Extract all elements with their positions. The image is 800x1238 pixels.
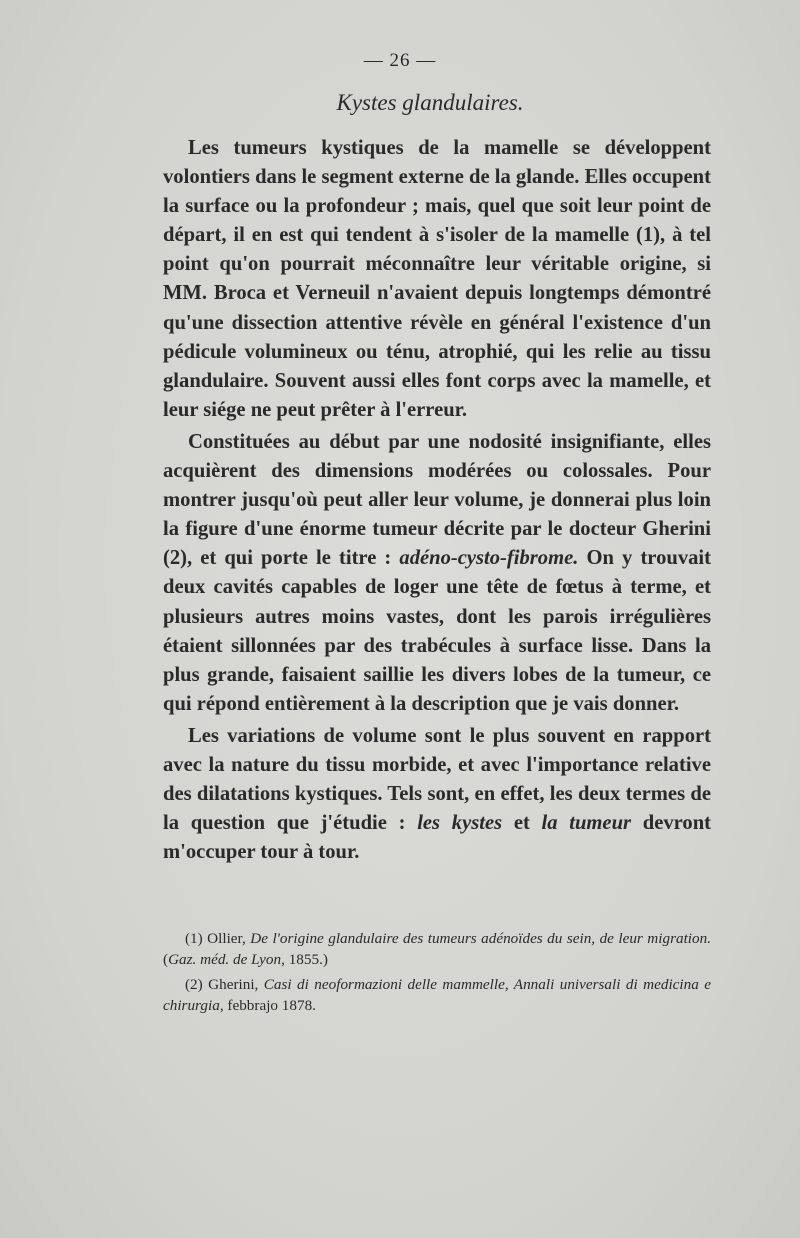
text-run-italic: adéno-cysto-fibrome. [399, 547, 579, 570]
text-run: Les tumeurs kystiques de la mamelle se développent volontiers dans le segment externe de la glande. Elles occupent la surface ou la profondeur ; mais, quel que soit leur point de départ, il en est qui tendent à s'isoler de la mamelle (1), à tel point qu'on pourrait méconnaître leur véritable origine, si MM. Broca et Verneuil n'avaient depuis longtemps démontré qu'une dissection attentive révèle en général l'existence d'un pédicule volumineux ou ténu, atrophié, qui les relie au tissu glandulaire. Souvent aussi elles font corps avec la mamelle, et leur siége ne peut prêter à l'erreur. [163, 137, 711, 421]
footnote-1 [163, 928, 711, 970]
text-run-italic: De l'origine glandulaire des tumeurs adénoïdes du sein, de leur migration. [250, 930, 712, 947]
text-run: , febbrajo 1878. [219, 997, 316, 1014]
text-run: et [502, 812, 542, 835]
text-run: (1) Ollier, [185, 930, 251, 947]
text-run: (2) Gherini, [185, 976, 264, 993]
text-run-italic: Gaz. méd. de Lyon [168, 951, 282, 968]
footnotes [163, 928, 711, 1020]
section-title: Kystes glandulaires. [336, 90, 524, 115]
paragraph-1 [163, 134, 711, 425]
text-run: Les variations de volume sont le plus souvent en rapport avec la nature du tissu morbide, et avec l'importance relative des dilatations kystiques. Tels sont, en effet, les deux termes de la question que j'étudie : [163, 724, 711, 835]
text-run: On y trouvait deux cavités capables de loger une tête de fœtus à terme, et plusieurs autres moins vastes, dont les parois irrégulières étaient sillonnées par des trabécules à surface lisse. Dans la plus grande, faisaient saillie les divers lobes de la tumeur, ce qui répond entièrement à la description que je vais donner. [163, 547, 711, 715]
text-run-italic: la tumeur [541, 812, 632, 835]
paragraph-2 [163, 428, 711, 719]
footnote-2 [163, 974, 711, 1016]
text-run-italic: les kystes [417, 812, 503, 835]
body-text [163, 134, 711, 867]
paragraph-3 [163, 722, 711, 867]
text-run: devront m'occuper tour à tour. [163, 812, 712, 864]
text-run: ( [163, 951, 169, 968]
text-run-italic: Casi di neoformazioni delle mammelle, Annali universali di medicina e chirurgia [163, 976, 711, 1014]
text-run: Constituées au début par une nodosité insignifiante, elles acquièrent des dimensions modérées ou colossales. Pour montrer jusqu'où peut aller leur volume, je donnerai plus loin la figure d'une énorme tumeur décrite par le docteur Gherini (2), et qui porte le titre : [163, 430, 711, 570]
page-number: — 26 — [363, 50, 437, 71]
text-run: , 1855.) [281, 951, 328, 968]
